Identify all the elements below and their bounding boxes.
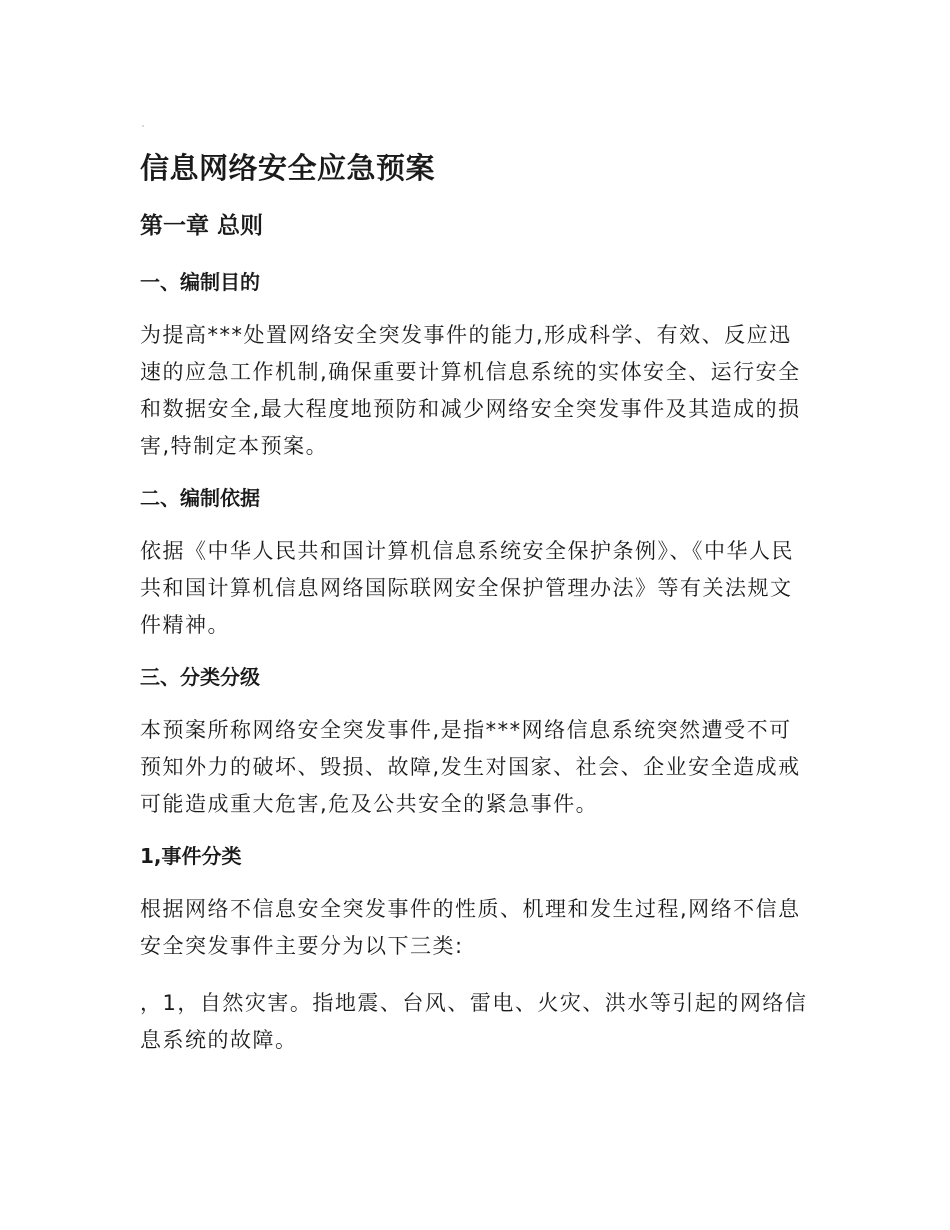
document-title: 信息网络安全应急预案 — [140, 151, 436, 185]
section-heading-purpose: 一、编制目的 — [140, 270, 260, 294]
paragraph-classification: 本预案所称网络安全突发事件,是指***网络信息系统突然遭受不可预知外力的破坏、毁损、故障,发生对国家、社会、企业安全造成戒可能造成重大危害,危及公共安全的紧急事件。 — [140, 718, 801, 816]
paragraph-event-types: 根据网络不信息安全突发事件的性质、机理和发生过程,网络不信息安全突发事件主要分为以下三类: — [140, 897, 801, 958]
section-heading-basis: 二、编制依据 — [140, 486, 260, 510]
chapter-heading: 第一章 总则 — [140, 213, 264, 240]
paragraph-natural-disaster: ，1，自然灾害。指地震、台风、雷电、火灾、洪水等引起的网络信息系统的故障。 — [140, 991, 808, 1052]
page-speck — [142, 125, 144, 127]
paragraph-purpose: 为提高***处置网络安全突发事件的能力,形成科学、有效、反应迅速的应急工作机制,确保重要计算机信息系统的实体安全、运行安全和数据安全,最大程度地预防和减少网络安全突发事件及其造成的损害,特制定本预案。 — [140, 323, 801, 458]
paragraph-basis: 依据《中华人民共和国计算机信息系统安全保护条例》、《中华人民共和国计算机信息网络国际联网安全保护管理办法》等有关法规文件精神。 — [140, 539, 794, 637]
section-heading-classification: 三、分类分级 — [140, 665, 260, 689]
document-page — [140, 150, 812, 1079]
section-heading-event-types: 1,事件分类 — [140, 844, 242, 868]
